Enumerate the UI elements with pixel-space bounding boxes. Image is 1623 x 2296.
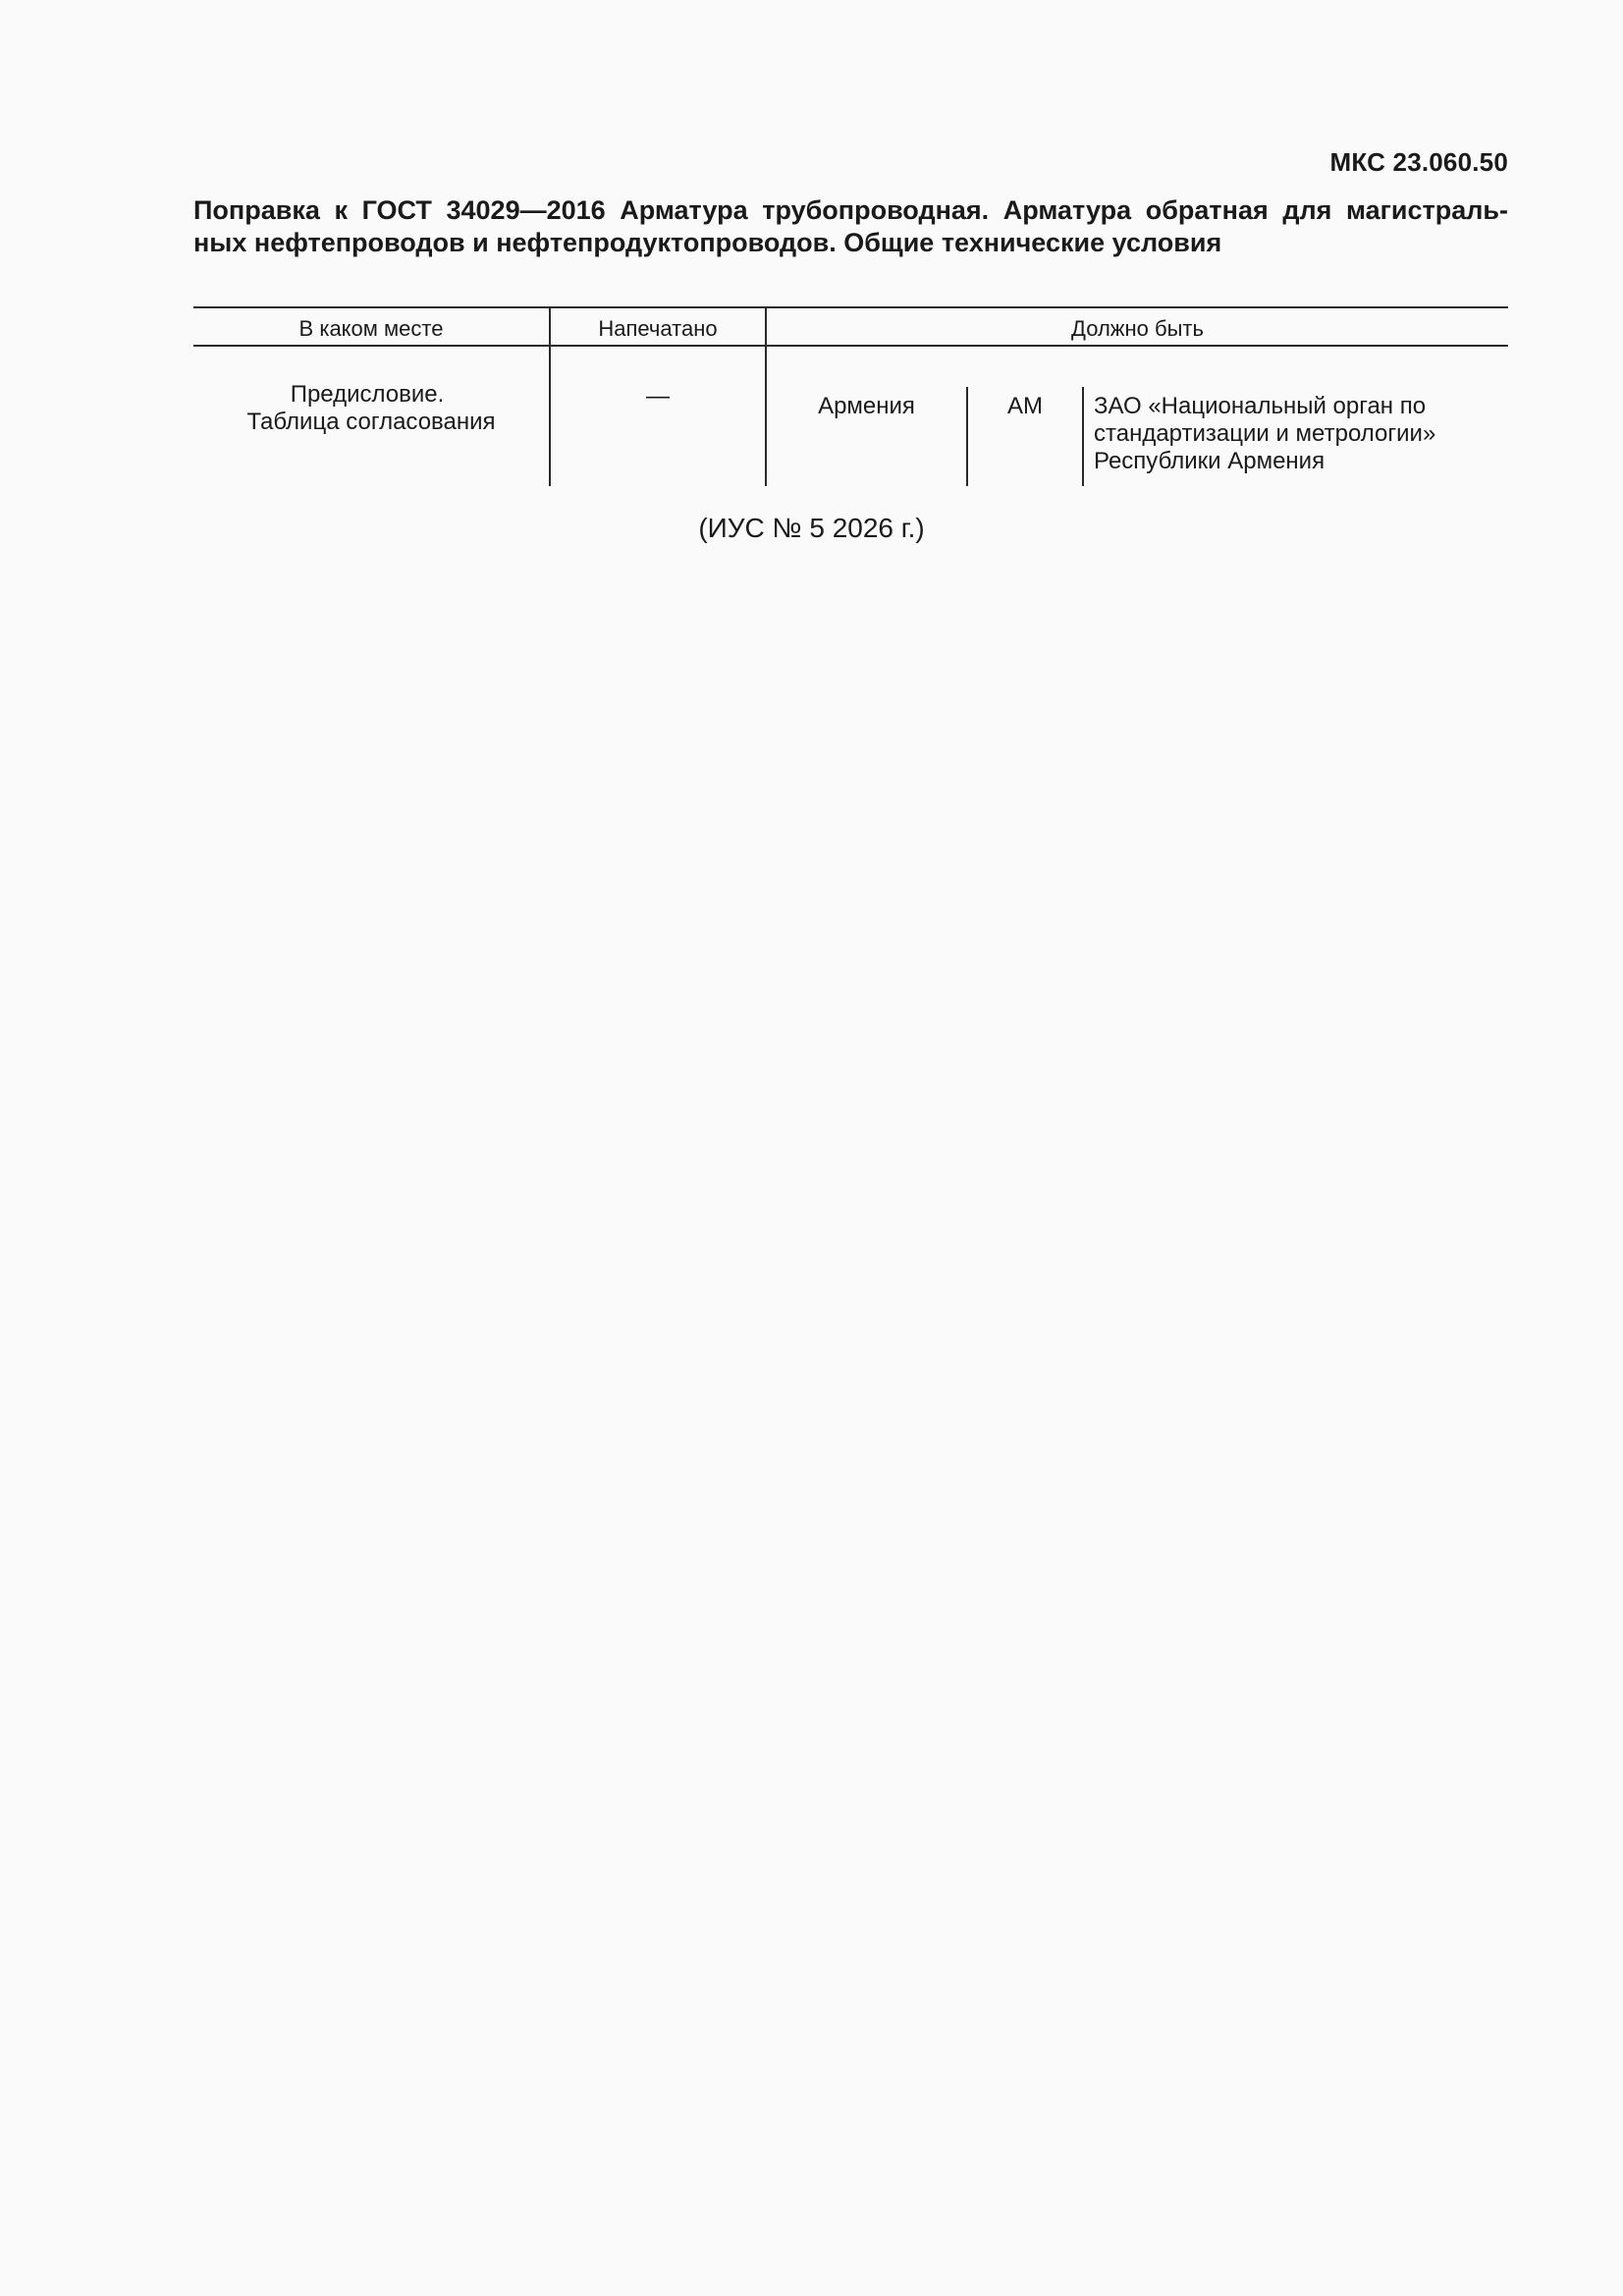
cell-organization xyxy=(1094,393,1506,475)
table-top-rule xyxy=(193,306,1508,308)
cell-printed: — xyxy=(646,383,670,410)
title-line-2: ных нефтепроводов и нефтепродуктопроводов. Общие технические условия xyxy=(193,228,1222,257)
header-place: В каком месте xyxy=(298,316,444,341)
header-should-be: Должно быть xyxy=(1071,316,1204,341)
cell-country-code: AM xyxy=(1007,393,1043,419)
cell-org-line-1: ЗАО «Национальный орган по xyxy=(1094,393,1427,419)
title-line-1: Поправка к ГОСТ 34029—2016 Арматура трубопроводная. Арматура обратная для магистраль- xyxy=(193,195,1508,225)
cell-org-line-2: стандартизации и метрологии» xyxy=(1094,420,1436,447)
amendment-table xyxy=(193,306,1508,486)
issue-note: (ИУС № 5 2026 г.) xyxy=(698,513,925,543)
header-printed: Напечатано xyxy=(598,316,718,341)
document-title xyxy=(193,194,1508,259)
cell-place-line-2: Таблица согласования xyxy=(246,409,496,435)
table-header-rule xyxy=(193,345,1508,347)
cell-org-line-3: Республики Армения xyxy=(1094,448,1325,474)
cell-place xyxy=(193,381,549,436)
cell-place-line-1: Предисловие. xyxy=(290,381,445,408)
classification-code: МКС 23.060.50 xyxy=(1329,147,1508,177)
cell-country: Армения xyxy=(818,393,915,419)
subcolumn-divider-2 xyxy=(1082,387,1084,486)
